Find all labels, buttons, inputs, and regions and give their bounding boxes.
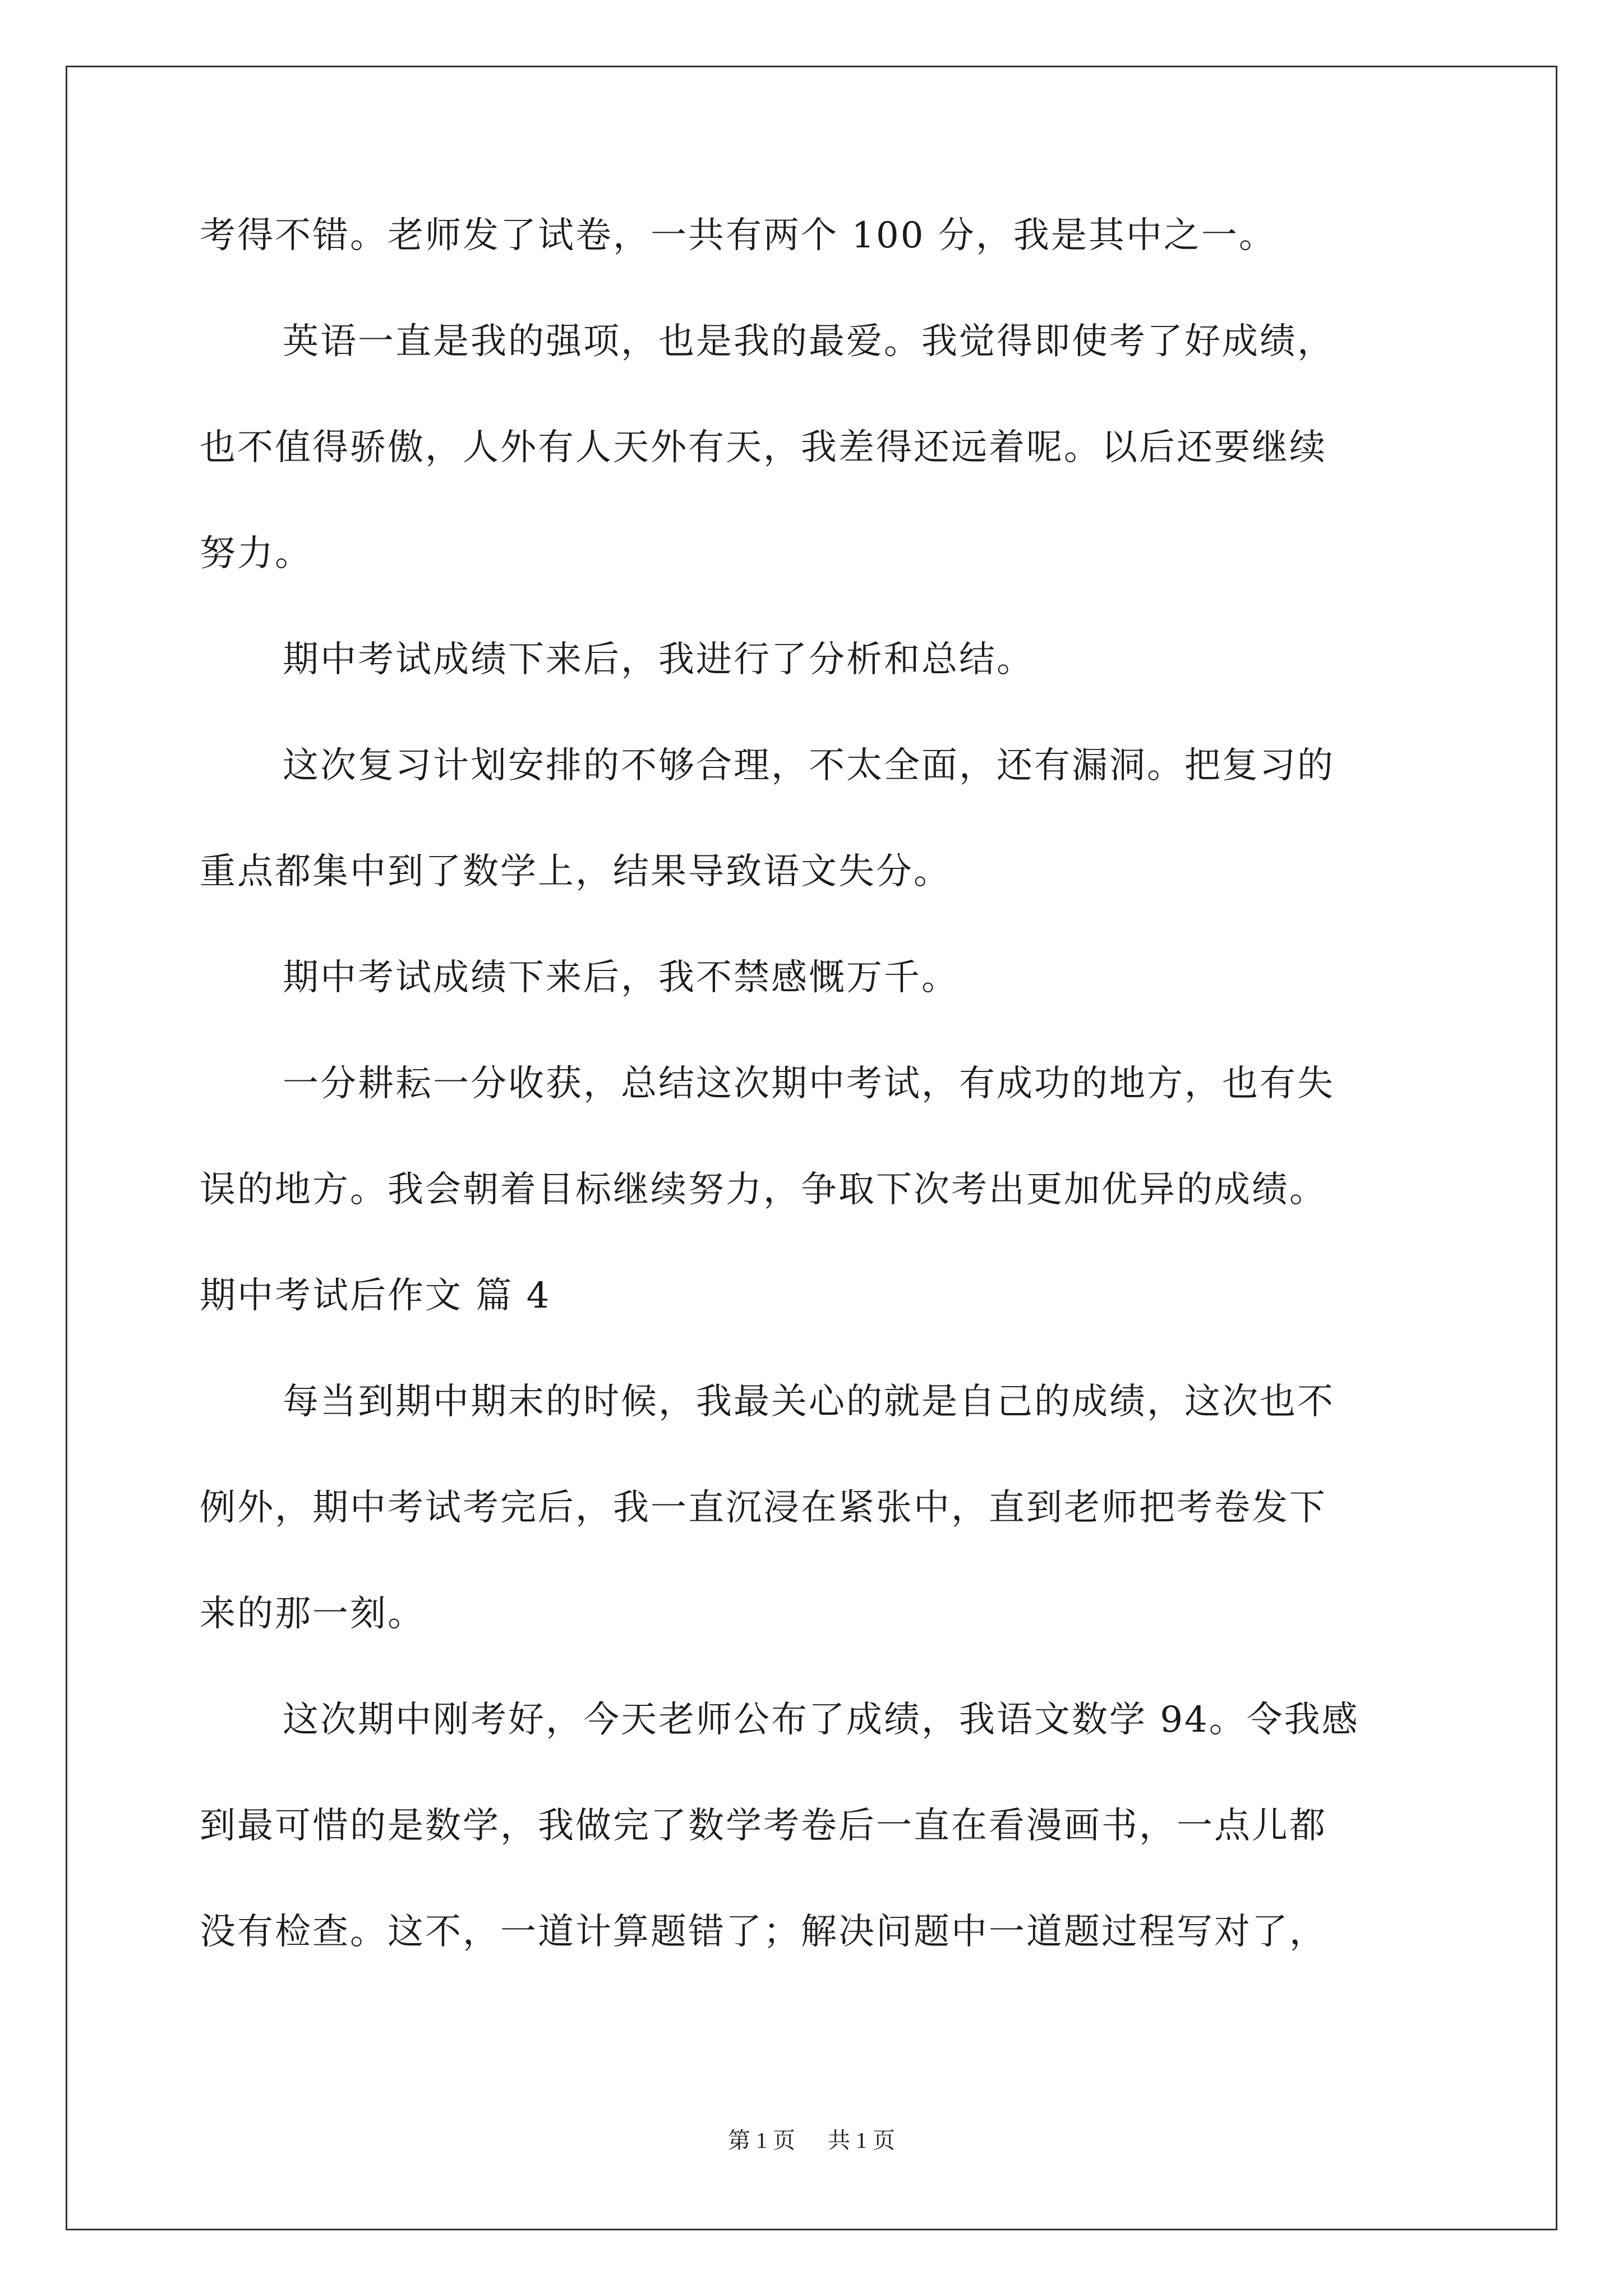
text-line: 例外，期中考试考完后，我一直沉浸在紧张中，直到老师把考卷发下: [200, 1487, 1327, 1529]
text-line: 考得不错。老师发了试卷，一共有两个 100 分，我是其中之一。: [200, 215, 1276, 256]
section-heading: 期中考试后作文 篇 4: [200, 1275, 551, 1317]
text-line: 每当到期中期末的时候，我最关心的就是自己的成绩，这次也不: [283, 1381, 1335, 1423]
page-number-total: 共 1 页: [828, 2128, 895, 2153]
text-line: 没有检查。这不，一道计算题错了；解决问题中一道题过程写对了，: [200, 1911, 1327, 1953]
page-footer: [0, 2127, 1623, 2154]
text-line: 重点都集中到了数学上，结果导致语文失分。: [200, 851, 951, 892]
text-line: 来的那一刻。: [200, 1593, 425, 1635]
text-line: 这次期中刚考好，今天老师公布了成绩，我语文数学 94。令我感: [283, 1699, 1359, 1741]
text-line: 期中考试成绩下来后，我进行了分析和总结。: [283, 639, 1034, 680]
page-number-current: 第 1 页: [728, 2128, 795, 2153]
text-line: 也不值得骄傲，人外有人天外有天，我差得还远着呢。以后还要继续: [200, 427, 1327, 468]
text-line: 一分耕耘一分收获，总结这次期中考试，有成功的地方，也有失: [283, 1063, 1335, 1105]
text-line: 努力。: [200, 533, 312, 574]
text-line: 期中考试成绩下来后，我不禁感慨万千。: [283, 957, 959, 999]
text-line: 误的地方。我会朝着目标继续努力，争取下次考出更加优异的成绩。: [200, 1169, 1327, 1211]
text-line: 英语一直是我的强项，也是我的最爱。我觉得即使考了好成绩，: [283, 321, 1335, 362]
page-border: [66, 66, 1557, 2230]
text-line: 到最可惜的是数学，我做完了数学考卷后一直在看漫画书，一点儿都: [200, 1805, 1327, 1847]
text-line: 这次复习计划安排的不够合理，不太全面，还有漏洞。把复习的: [283, 745, 1335, 786]
